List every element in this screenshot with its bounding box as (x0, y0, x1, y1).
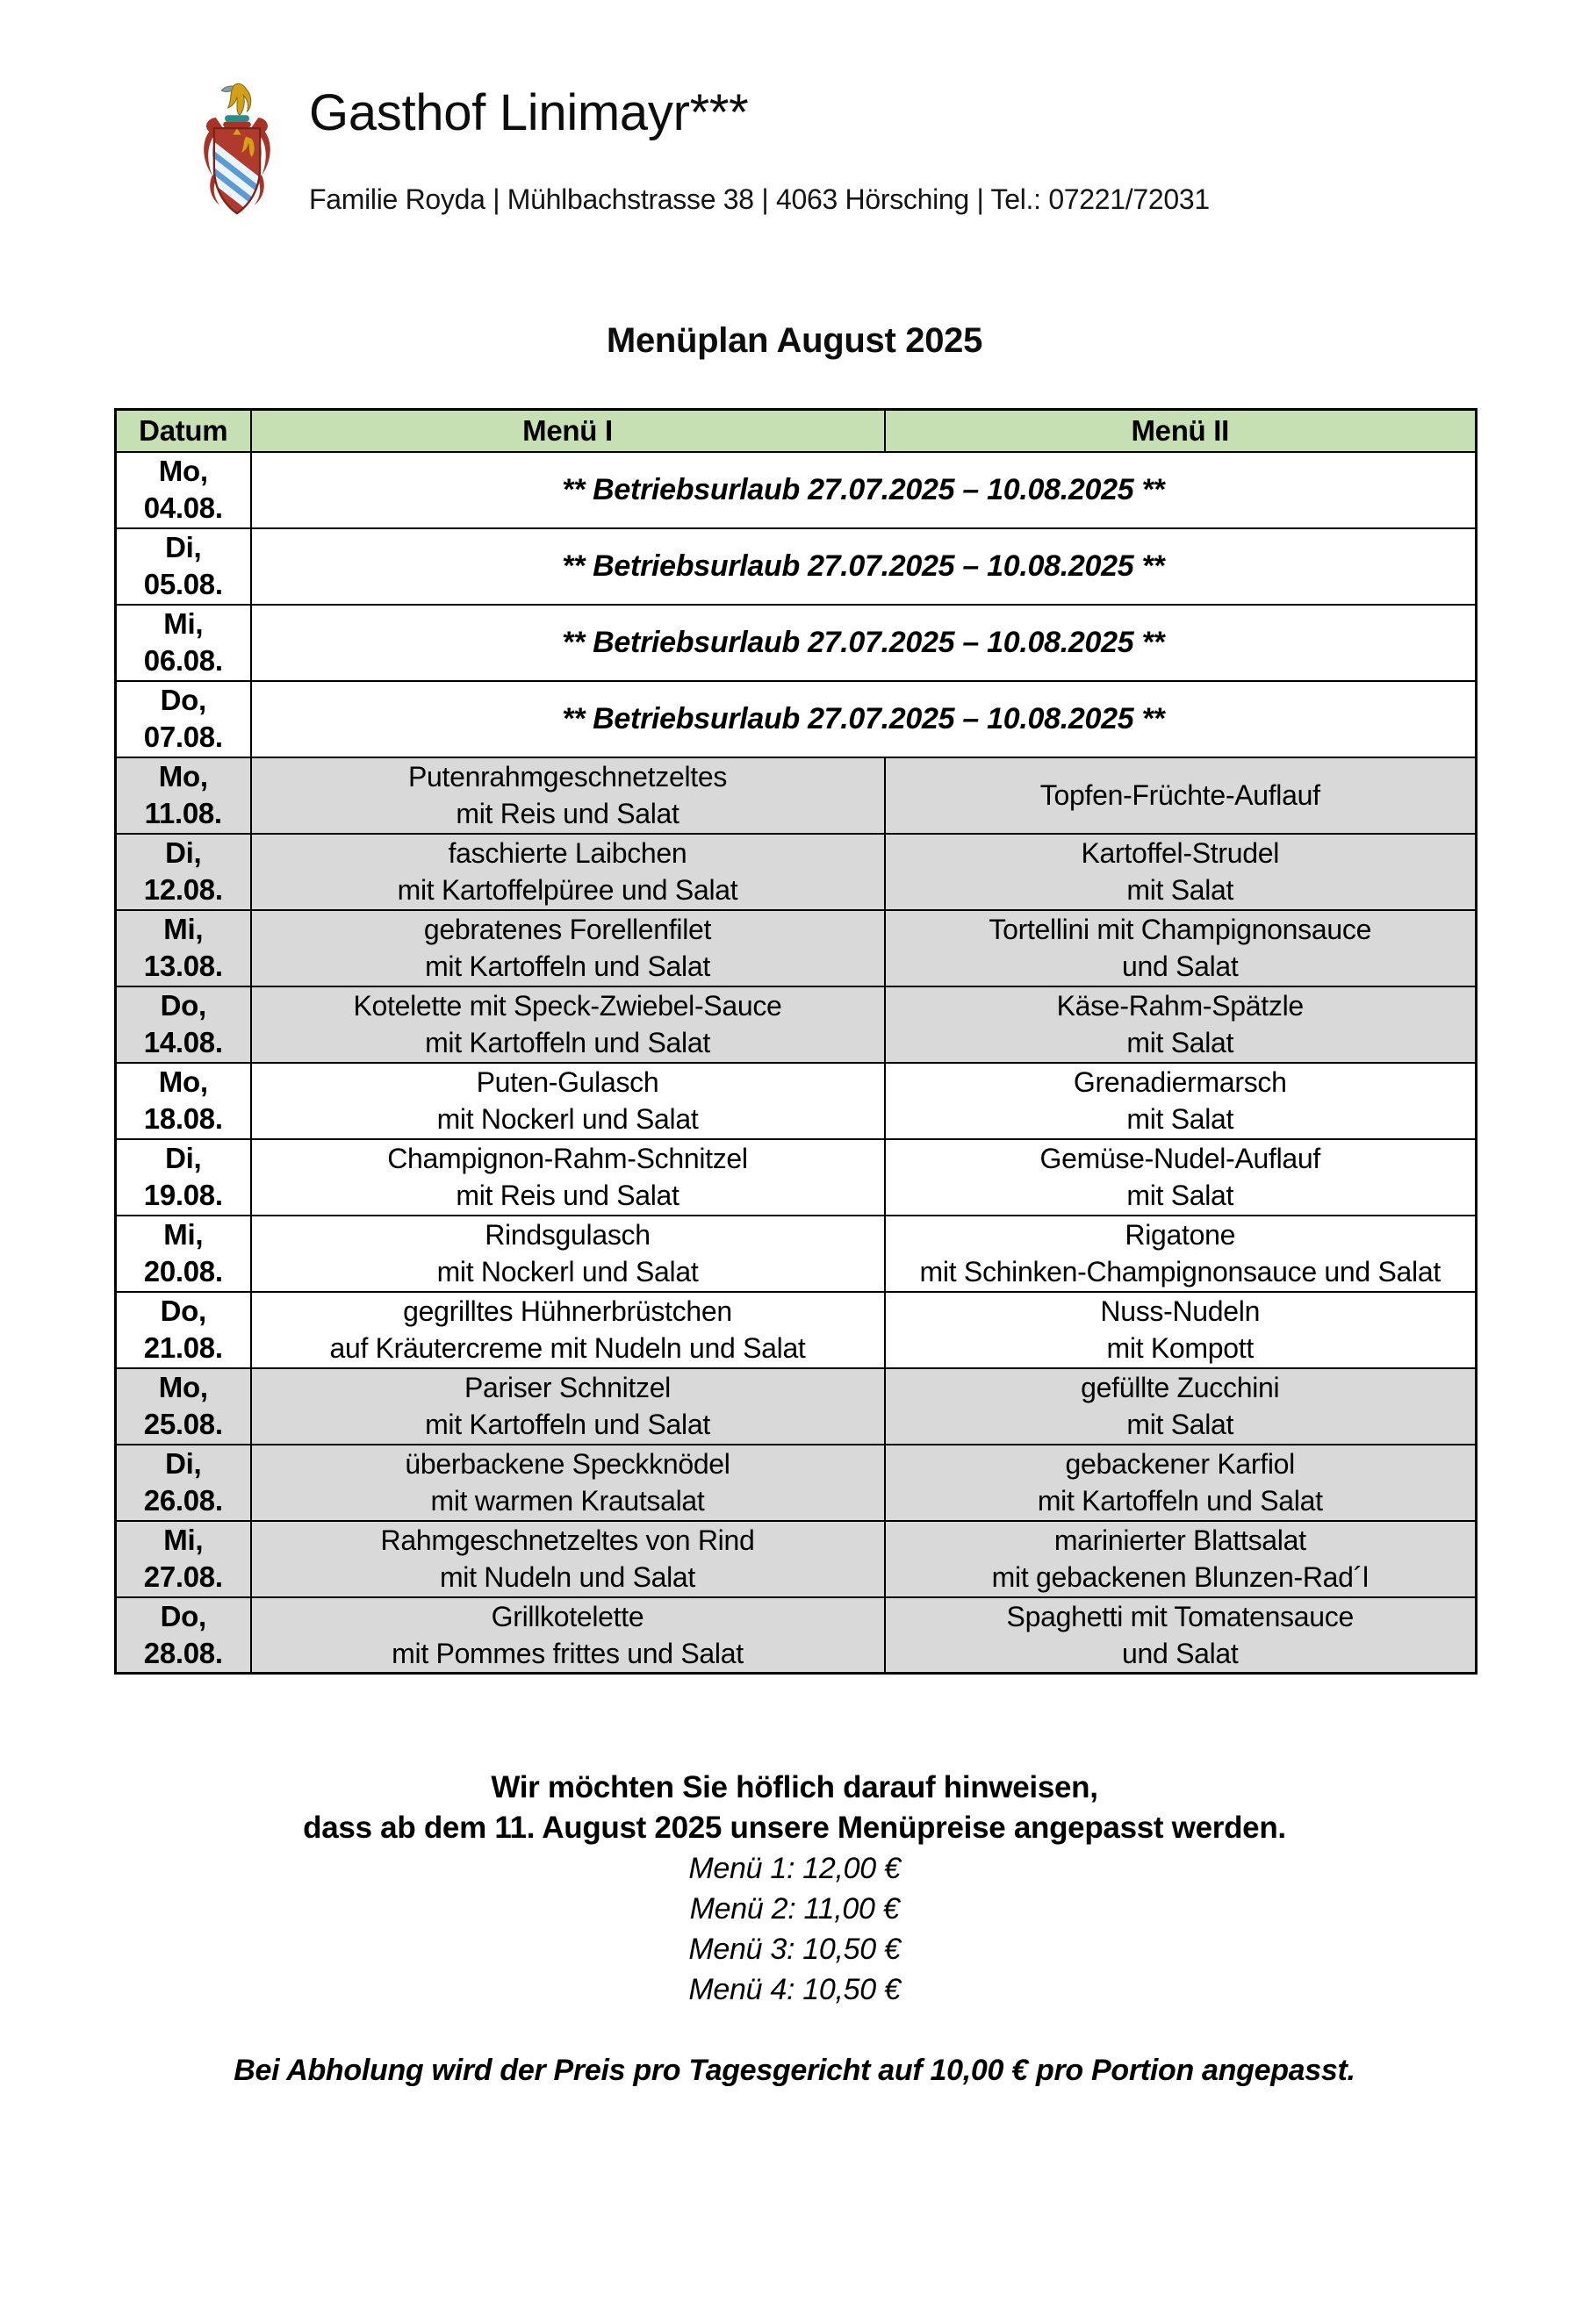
table-row (116, 605, 1477, 681)
table-row (116, 528, 1477, 605)
price-line: Menü 3: 10,50 € (688, 1933, 901, 1966)
date-cell: Mo, 11.08. (116, 757, 251, 834)
price-line: Menü 2: 11,00 € (689, 1892, 900, 1926)
menu1-cell: gebratenes Forellenfilet mit Kartoffeln und Salat (251, 910, 885, 986)
table-row (116, 1597, 1477, 1674)
menu1-cell: Champignon-Rahm-Schnitzel mit Reis und Salat (251, 1139, 885, 1216)
header-text (309, 77, 1210, 216)
date-cell: Di, 05.08. (116, 528, 251, 605)
table-row (116, 910, 1477, 986)
menu1-cell: Grillkotelette mit Pommes frittes und Salat (251, 1597, 885, 1674)
date-cell: Do, 28.08. (116, 1597, 251, 1674)
menu2-cell: Nuss-Nudeln mit Kompott (885, 1292, 1477, 1368)
column-header-menu2: Menü II (885, 410, 1477, 452)
date-cell: Mi, 20.08. (116, 1216, 251, 1292)
table-row (116, 1292, 1477, 1368)
restaurant-name: Gasthof Linimayr*** (309, 84, 749, 141)
date-cell: Do, 07.08. (116, 681, 251, 757)
date-cell: Mo, 18.08. (116, 1063, 251, 1139)
menu1-cell: faschierte Laibchen mit Kartoffelpüree und Salat (251, 834, 885, 910)
menu-document-page (0, 77, 1589, 2324)
menu2-cell: Spaghetti mit Tomatensauce und Salat (885, 1597, 1477, 1674)
menu2-cell: Kartoffel-Strudel mit Salat (885, 834, 1477, 910)
menu1-cell: Kotelette mit Speck-Zwiebel-Sauce mit Kartoffeln und Salat (251, 986, 885, 1063)
menu1-cell: Puten-Gulasch mit Nockerl und Salat (251, 1063, 885, 1139)
date-cell: Mi, 27.08. (116, 1521, 251, 1597)
price-line: Menü 1: 12,00 € (688, 1852, 901, 1885)
date-cell: Mi, 06.08. (116, 605, 251, 681)
table-row (116, 1063, 1477, 1139)
notice-line-1: Wir möchten Sie höflich darauf hinweisen, (491, 1770, 1098, 1804)
menu2-cell: Käse-Rahm-Spätzle mit Salat (885, 986, 1477, 1063)
menu2-cell: Grenadiermarsch mit Salat (885, 1063, 1477, 1139)
vacation-cell: ** Betriebsurlaub 27.07.2025 – 10.08.2025 ** (251, 605, 1477, 681)
date-cell: Di, 19.08. (116, 1139, 251, 1216)
restaurant-address: Familie Royda | Mühlbachstrasse 38 | 4063 Hörsching | Tel.: 07221/72031 (309, 183, 1210, 215)
coat-of-arms-icon (200, 77, 274, 232)
menu1-cell: gegrilltes Hühnerbrüstchen auf Kräutercreme mit Nudeln und Salat (251, 1292, 885, 1368)
menu2-cell: Rigatone mit Schinken-Champignonsauce und Salat (885, 1216, 1477, 1292)
menu1-cell: überbackene Speckknödel mit warmen Krautsalat (251, 1445, 885, 1521)
vacation-cell: ** Betriebsurlaub 27.07.2025 – 10.08.2025 ** (251, 452, 1477, 528)
date-cell: Do, 14.08. (116, 986, 251, 1063)
menu2-cell: Tortellini mit Champignonsauce und Salat (885, 910, 1477, 986)
column-header-datum: Datum (116, 410, 251, 452)
pickup-note: Bei Abholung wird der Preis pro Tagesgericht auf 10,00 € pro Portion angepasst. (234, 2054, 1355, 2087)
menu1-cell: Rindsgulasch mit Nockerl und Salat (251, 1216, 885, 1292)
table-row (116, 452, 1477, 528)
table-row (116, 1368, 1477, 1445)
menu2-cell: Gemüse-Nudel-Auflauf mit Salat (885, 1139, 1477, 1216)
table-header-row (116, 410, 1477, 452)
date-cell: Di, 26.08. (116, 1445, 251, 1521)
price-line: Menü 4: 10,50 € (688, 1973, 901, 2006)
menu-table (114, 408, 1478, 1675)
menu2-cell: gefüllte Zucchini mit Salat (885, 1368, 1477, 1445)
price-list (0, 1848, 1589, 2010)
menu2-cell: gebackener Karfiol mit Kartoffeln und Salat (885, 1445, 1477, 1521)
date-cell: Mo, 04.08. (116, 452, 251, 528)
table-row (116, 681, 1477, 757)
table-row (116, 1521, 1477, 1597)
menu2-cell: Topfen-Früchte-Auflauf (885, 757, 1477, 834)
table-row (116, 1216, 1477, 1292)
notice-section (0, 1768, 1589, 2091)
menu2-cell: marinierter Blattsalat mit gebackenen Blunzen-Rad´l (885, 1521, 1477, 1597)
table-row (116, 986, 1477, 1063)
menu-table-body (116, 452, 1477, 1674)
table-row (116, 1445, 1477, 1521)
page-title: Menüplan August 2025 (606, 321, 983, 360)
date-cell: Di, 12.08. (116, 834, 251, 910)
table-row (116, 1139, 1477, 1216)
table-row (116, 757, 1477, 834)
date-cell: Mo, 25.08. (116, 1368, 251, 1445)
menu1-cell: Putenrahmgeschnetzeltes mit Reis und Salat (251, 757, 885, 834)
notice-line-2: dass ab dem 11. August 2025 unsere Menüpreise angepasst werden. (303, 1811, 1286, 1845)
date-cell: Mi, 13.08. (116, 910, 251, 986)
column-header-menu1: Menü I (251, 410, 885, 452)
table-row (116, 834, 1477, 910)
menu1-cell: Rahmgeschnetzeltes von Rind mit Nudeln und Salat (251, 1521, 885, 1597)
date-cell: Do, 21.08. (116, 1292, 251, 1368)
price-change-notice (0, 1768, 1589, 1848)
vacation-cell: ** Betriebsurlaub 27.07.2025 – 10.08.2025 ** (251, 681, 1477, 757)
menu1-cell: Pariser Schnitzel mit Kartoffeln und Salat (251, 1368, 885, 1445)
vacation-cell: ** Betriebsurlaub 27.07.2025 – 10.08.2025 ** (251, 528, 1477, 605)
header (200, 77, 1589, 232)
